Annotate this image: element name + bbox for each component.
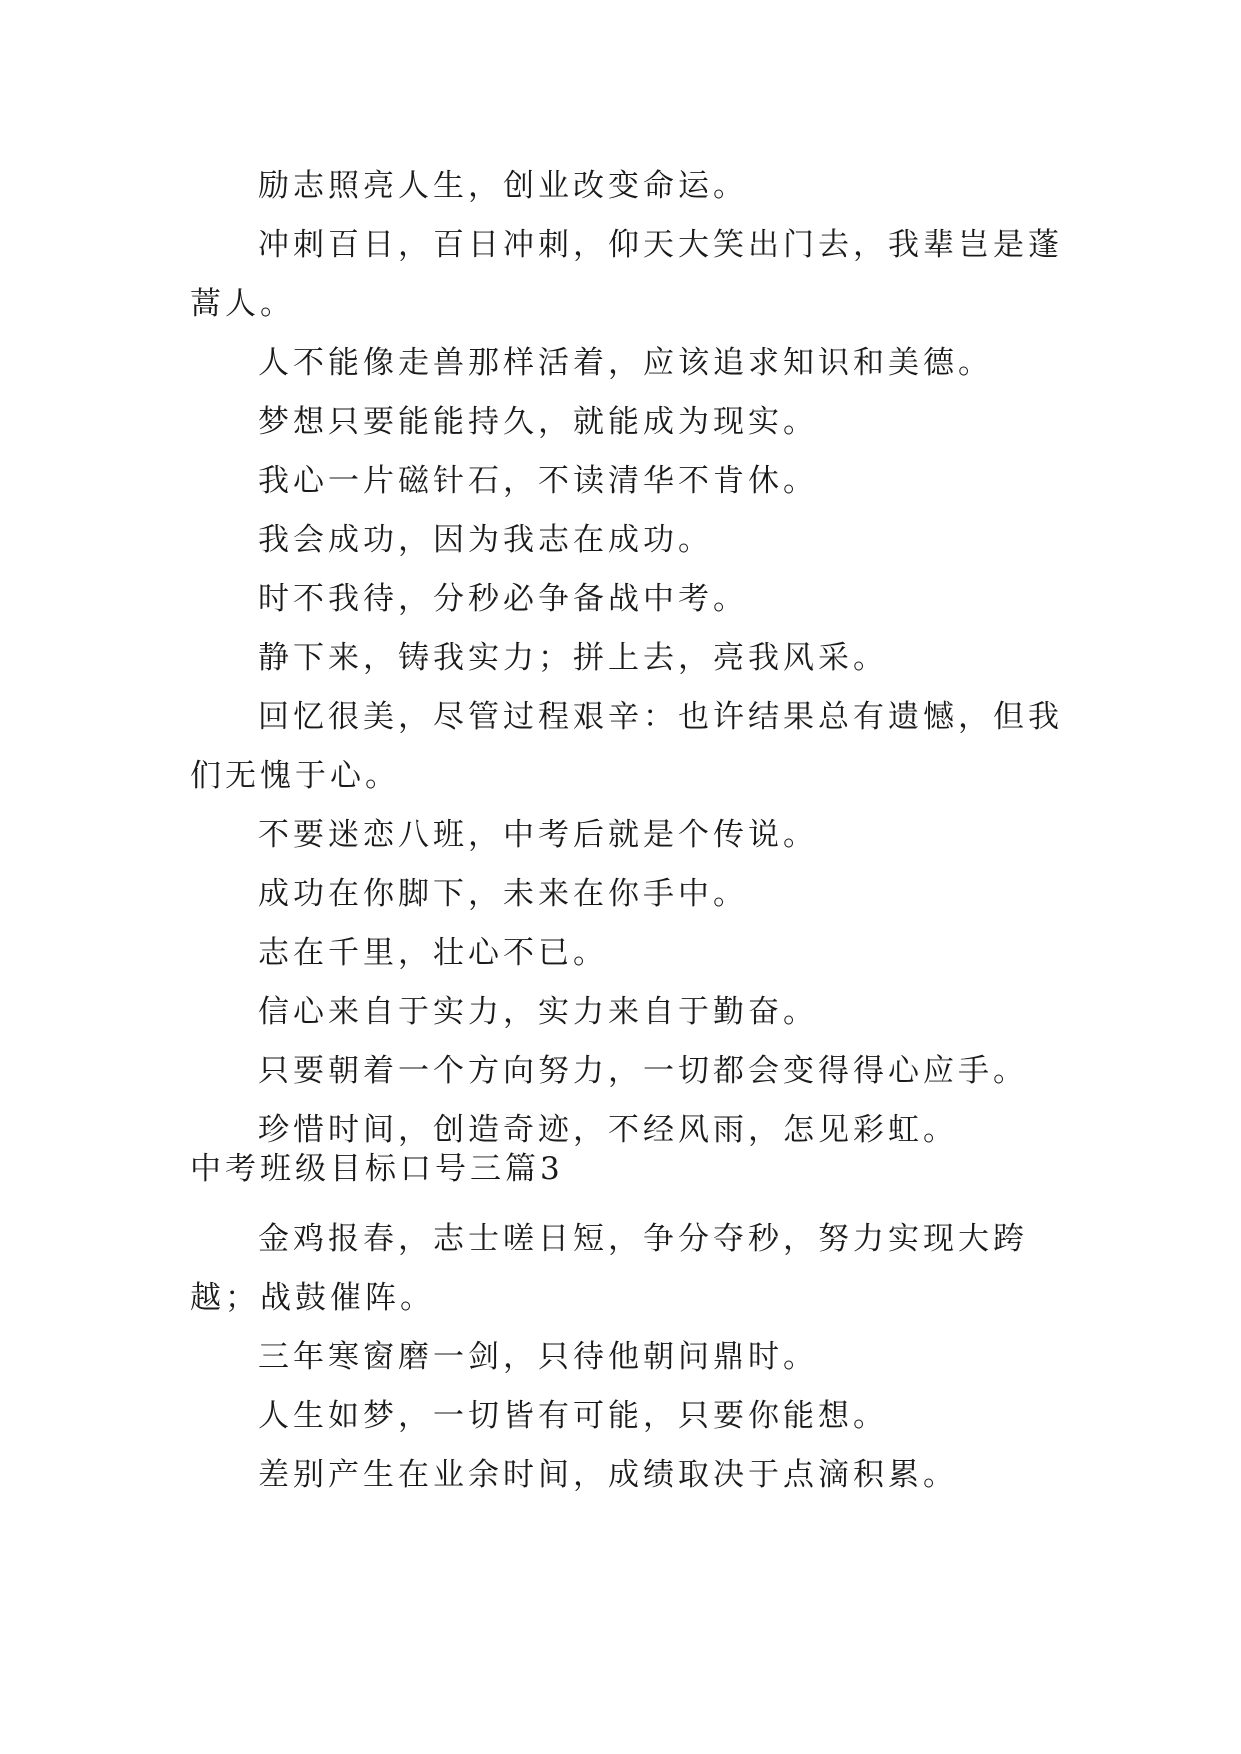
- paragraph: 人生如梦，一切皆有可能，只要你能想。: [258, 1398, 888, 1434]
- paragraph: 只要朝着一个方向努力，一切都会变得得心应手。: [258, 1053, 1028, 1089]
- paragraph: 成功在你脚下，未来在你手中。: [258, 876, 748, 912]
- slogan-list-top: [190, 157, 1070, 1160]
- paragraph: 梦想只要能能持久，就能成为现实。: [258, 404, 818, 440]
- paragraph: 志在千里，壮心不已。: [258, 935, 608, 971]
- paragraph: 我心一片磁针石，不读清华不肯休。: [258, 463, 818, 499]
- paragraph: 时不我待，分秒必争备战中考。: [258, 581, 748, 617]
- paragraph: 金鸡报春，志士嗟日短，争分夺秒，努力实现大跨越；战鼓催阵。: [190, 1221, 1028, 1316]
- paragraph: 人不能像走兽那样活着，应该追求知识和美德。: [258, 345, 993, 381]
- paragraph: 差别产生在业余时间，成绩取决于点滴积累。: [258, 1457, 958, 1493]
- section-heading: 中考班级目标口号三篇3: [190, 1151, 564, 1187]
- paragraph: 静下来，铸我实力；拼上去，亮我风采。: [258, 640, 888, 676]
- paragraph: 回忆很美，尽管过程艰辛：也许结果总有遗憾，但我们无愧于心。: [190, 699, 1063, 794]
- paragraph: 冲刺百日，百日冲刺，仰天大笑出门去，我辈岂是蓬蒿人。: [190, 227, 1063, 322]
- paragraph: 我会成功，因为我志在成功。: [258, 522, 713, 558]
- paragraph: 信心来自于实力，实力来自于勤奋。: [258, 994, 818, 1030]
- slogan-list-bottom: [190, 1210, 1070, 1505]
- paragraph: 不要迷恋八班，中考后就是个传说。: [258, 817, 818, 853]
- paragraph: 珍惜时间，创造奇迹，不经风雨，怎见彩虹。: [258, 1112, 958, 1148]
- paragraph: 三年寒窗磨一剑，只待他朝问鼎时。: [258, 1339, 818, 1375]
- paragraph: 励志照亮人生，创业改变命运。: [258, 168, 748, 204]
